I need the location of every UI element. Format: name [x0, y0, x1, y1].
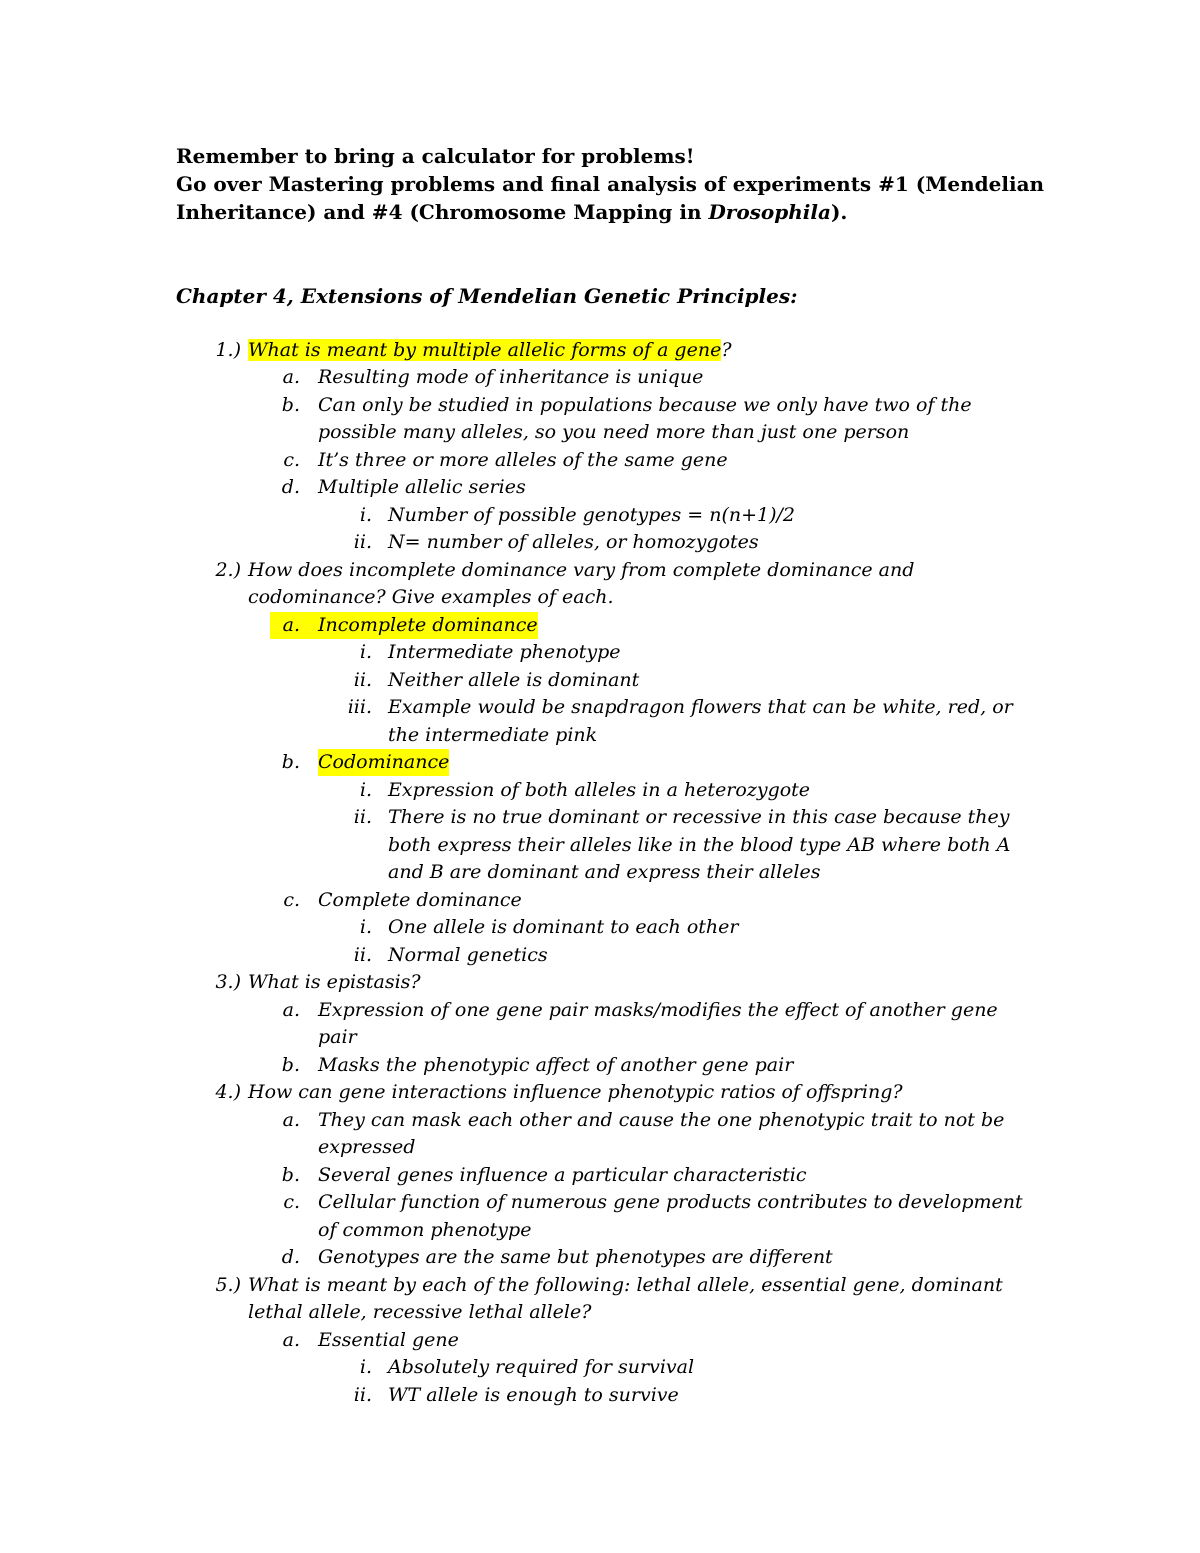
q1-text	[248, 337, 732, 364]
review-line-1	[176, 170, 1044, 198]
q2a-iii-roman: iii.	[347, 696, 372, 718]
q2a-i-text: Intermediate phenotype	[388, 641, 621, 663]
q2b-ii-text-2: both express their alleles like in the blood type AB where both A	[388, 834, 1011, 856]
q1b-text-2: possible many alleles, so you need more than just one person	[318, 421, 910, 443]
q5-text-2: lethal allele, recessive lethal allele?	[248, 1301, 592, 1323]
q5-number: 5.)	[215, 1274, 241, 1296]
q1d-letter: d.	[281, 476, 300, 498]
q4c-letter: c.	[283, 1191, 300, 1213]
q4b-letter: b.	[281, 1164, 300, 1186]
q1-rest: ?	[721, 339, 732, 361]
drosophila-text: Drosophila	[708, 200, 831, 224]
reminder-line	[176, 142, 695, 170]
q2b-text: Codominance	[318, 749, 449, 776]
q2a-iii-text-1: Example would be snapdragon flowers that can be white, red, or	[388, 696, 1013, 718]
q1d-text: Multiple allelic series	[318, 476, 526, 498]
q4-text: How can gene interactions influence phenotypic ratios of offspring?	[248, 1081, 903, 1103]
q2-text-2: codominance? Give examples of each.	[248, 586, 614, 608]
q4a-text-1: They can mask each other and cause the one phenotypic trait to not be	[318, 1109, 1005, 1131]
q2c-i-roman: i.	[359, 916, 372, 938]
q2b-ii-text-3: and B are dominant and express their alleles	[388, 861, 821, 883]
q3a-text-2: pair	[318, 1026, 357, 1048]
q4a-text-2: expressed	[318, 1136, 416, 1158]
q2-number: 2.)	[215, 559, 241, 581]
q1c-text: It’s three or more alleles of the same gene	[318, 449, 728, 471]
q4b-text: Several genes influence a particular characteristic	[318, 1164, 807, 1186]
q3a-text-1: Expression of one gene pair masks/modifies the effect of another gene	[318, 999, 998, 1021]
q3-text: What is epistasis?	[248, 971, 421, 993]
q1b-text-1: Can only be studied in populations because we only have two of the	[318, 394, 972, 416]
chapter-title: Chapter 4, Extensions of Mendelian Genetic Principles:	[176, 284, 798, 308]
q1a-letter: a.	[282, 366, 300, 388]
q2a-letter-wrap	[270, 612, 318, 639]
q5a-letter: a.	[282, 1329, 300, 1351]
review-text-1: Go over Mastering problems and final analysis of experiments #1 (Mendelian	[176, 172, 1045, 196]
q1-number: 1.)	[215, 339, 241, 361]
q3-number: 3.)	[215, 971, 241, 993]
q1d-i-roman: i.	[359, 504, 372, 526]
q5a-i-text: Absolutely required for survival	[388, 1356, 695, 1378]
q2a-text: Incomplete dominance	[318, 612, 538, 639]
q2c-text: Complete dominance	[318, 889, 522, 911]
q1c-letter: c.	[283, 449, 300, 471]
q1b-letter: b.	[281, 394, 300, 416]
q2a-iii-text-2: the intermediate pink	[388, 724, 598, 746]
q2c-i-text: One allele is dominant to each other	[388, 916, 739, 938]
q3b-letter: b.	[281, 1054, 300, 1076]
review-line-2	[176, 198, 847, 226]
q5a-i-roman: i.	[359, 1356, 372, 1378]
q2c-letter: c.	[283, 889, 300, 911]
q4d-text: Genotypes are the same but phenotypes are different	[318, 1246, 833, 1268]
q4c-text-1: Cellular function of numerous gene products contributes to development	[318, 1191, 1023, 1213]
q1a-text: Resulting mode of inheritance is unique	[318, 366, 704, 388]
q1-highlight: What is meant by multiple allelic forms of a gene	[248, 339, 722, 361]
q2a-letter: a.	[282, 614, 300, 636]
q1d-ii-roman: ii.	[353, 531, 372, 553]
q2b-letter: b.	[281, 751, 300, 773]
q2b-i-text: Expression of both alleles in a heterozygote	[388, 779, 811, 801]
q2a-ii-roman: ii.	[353, 669, 372, 691]
q4d-letter: d.	[281, 1246, 300, 1268]
q1d-i-text: Number of possible genotypes = n(n+1)/2	[388, 504, 796, 526]
reminder-text: Remember to bring a calculator for problems!	[176, 144, 695, 168]
q1d-ii-text: N= number of alleles, or homozygotes	[388, 531, 759, 553]
q2b-ii-text-1: There is no true dominant or recessive in this case because they	[388, 806, 1010, 828]
q2b-ii-roman: ii.	[353, 806, 372, 828]
q5-text-1: What is meant by each of the following: lethal allele, essential gene, dominant	[248, 1274, 1003, 1296]
q2c-ii-text: Normal genetics	[388, 944, 548, 966]
q3a-letter: a.	[282, 999, 300, 1021]
review-text-2a: Inheritance) and #4 (Chromosome Mapping in	[176, 200, 709, 224]
q2a-i-roman: i.	[359, 641, 372, 663]
q4c-text-2: of common phenotype	[318, 1219, 532, 1241]
q2-text-1: How does incomplete dominance vary from complete dominance and	[248, 559, 915, 581]
q2b-i-roman: i.	[359, 779, 372, 801]
review-text-2b: ).	[830, 200, 848, 224]
q2c-ii-roman: ii.	[353, 944, 372, 966]
q5a-ii-roman: ii.	[353, 1384, 372, 1406]
q4a-letter: a.	[282, 1109, 300, 1131]
q5a-text: Essential gene	[318, 1329, 459, 1351]
q3b-text: Masks the phenotypic affect of another gene pair	[318, 1054, 794, 1076]
q5a-ii-text: WT allele is enough to survive	[388, 1384, 679, 1406]
q4-number: 4.)	[215, 1081, 241, 1103]
q2a-ii-text: Neither allele is dominant	[388, 669, 640, 691]
